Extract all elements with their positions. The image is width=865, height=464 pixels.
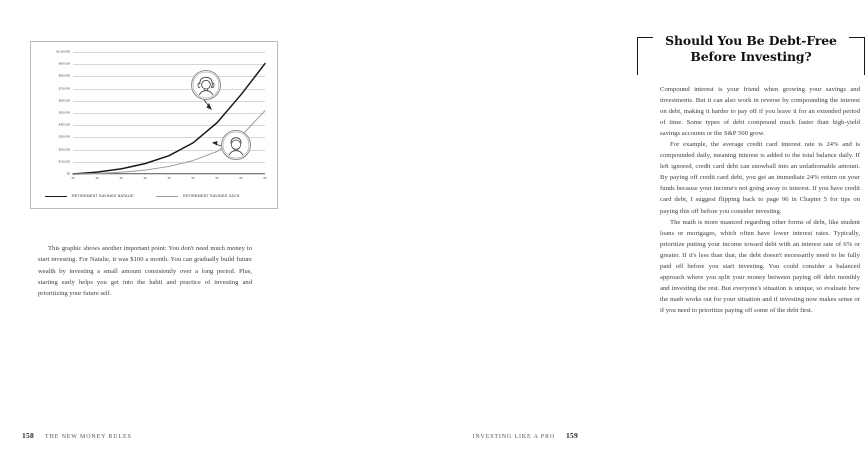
x-axis-tick-label: 30	[95, 177, 99, 180]
section-heading-block	[637, 33, 865, 77]
x-axis-tick-label: 50	[191, 177, 195, 180]
woman-avatar-icon	[192, 71, 220, 99]
section-heading: Should You Be Debt-Free Before Investing?	[665, 33, 837, 64]
x-axis-tick-label: 55	[215, 177, 219, 180]
x-axis-tick-label: 35	[119, 177, 123, 180]
left-page-footer	[22, 431, 132, 440]
figure-caption: This graphic shows another important point: You don't need much money to start investing. For Natalie, it was $100 a month. You can gradually build future wealth by investing a small amount consistently over a long period. Plus, starting early helps you get into the habit and practice of investing and prioritizing your future self.	[38, 245, 252, 298]
zach-arrow-head	[212, 141, 218, 146]
x-axis-tick-label: 25	[71, 177, 75, 180]
y-axis-tick-label: $800,000	[58, 74, 70, 78]
page-number-left: 158	[22, 431, 34, 440]
y-axis-tick-label: $600,000	[58, 99, 70, 103]
legend-label-zach: RETIREMENT SAVINGS ZACH	[183, 194, 240, 198]
y-axis-tick-label: $1,000,000	[56, 50, 70, 54]
legend-swatch-zach	[156, 196, 178, 197]
legend-swatch-natalie	[45, 196, 67, 197]
y-axis-tick-label: $500,000	[58, 111, 70, 115]
left-page	[0, 0, 300, 464]
legend-label-natalie: RETIREMENT SAVINGS NATALIE	[72, 194, 134, 198]
y-axis-tick-label: $300,000	[58, 135, 70, 139]
natalie-avatar-callout	[191, 70, 221, 100]
legend-item-zach	[156, 194, 267, 198]
y-axis-tick-label: $200,000	[58, 148, 70, 152]
gridline	[73, 174, 265, 175]
retirement-savings-chart	[30, 41, 278, 209]
chart-legend	[45, 194, 267, 198]
running-head-right: INVESTING LIKE A PRO	[472, 434, 555, 440]
body-text-column	[660, 84, 860, 316]
body-paragraph: The math is more nuanced regarding other forms of debt, like student loans or mortgages, which often have lower interest rates. Typically, prioritize putting your income toward debt with an interest rate of 6% or greater. If it's less than that, the debt doesn't necessarily need to be fully paid off before you start investing. You could consider a balanced approach where you split your money between paying off debt monthly and investing the rest. But everyone's situation is unique, so evaluate how the math works out for your situation and if investing now makes sense or if you need to prioritize paying off some of the debt first.	[660, 218, 860, 314]
heading-bracket-left	[637, 37, 653, 75]
chart-plot-area	[56, 50, 267, 180]
running-head-left: THE NEW MONEY RULES	[45, 434, 132, 440]
x-axis-tick-label: 45	[167, 177, 171, 180]
y-axis-tick-label: $400,000	[58, 123, 70, 127]
x-axis-tick-label: 60	[239, 177, 243, 180]
page-number-right: 159	[566, 431, 578, 440]
heading-bracket-right	[849, 37, 865, 75]
right-page-footer	[473, 431, 579, 440]
y-axis-tick-label: $900,000	[58, 62, 70, 66]
zach-avatar-callout	[221, 130, 251, 160]
x-axis-tick-label: 65	[263, 177, 267, 180]
body-paragraph: Compound interest is your friend when growing your savings and investments. But it can also work in reverse by compounding the interest on debt, making it harder to pay off if you leave it for an extended period of time. Some types of debt compound much faster than high-yield savings accounts or the S&P 500 grow.	[660, 86, 860, 138]
y-axis-tick-label: $700,000	[58, 87, 70, 91]
y-axis-tick-label: $100,000	[58, 160, 70, 164]
man-avatar-icon	[222, 131, 250, 159]
legend-item-natalie	[45, 194, 156, 198]
y-axis-tick-label: $0	[67, 172, 70, 176]
x-axis-tick-label: 40	[143, 177, 147, 180]
body-paragraph: For example, the average credit card interest rate is 24% and is compounded daily, meaning interest is added to the total balance daily. If left ignored, credit card debt can snowball into an unfathomable amount. By paying off credit card debt, you get an immediate 24% return on your funds because your income's not going away to interest. If you have credit card debt, I suggest flipping back to page 96 in Chapter 5 for tips on paying this off before you consider investing.	[660, 141, 860, 215]
right-page	[300, 0, 860, 464]
